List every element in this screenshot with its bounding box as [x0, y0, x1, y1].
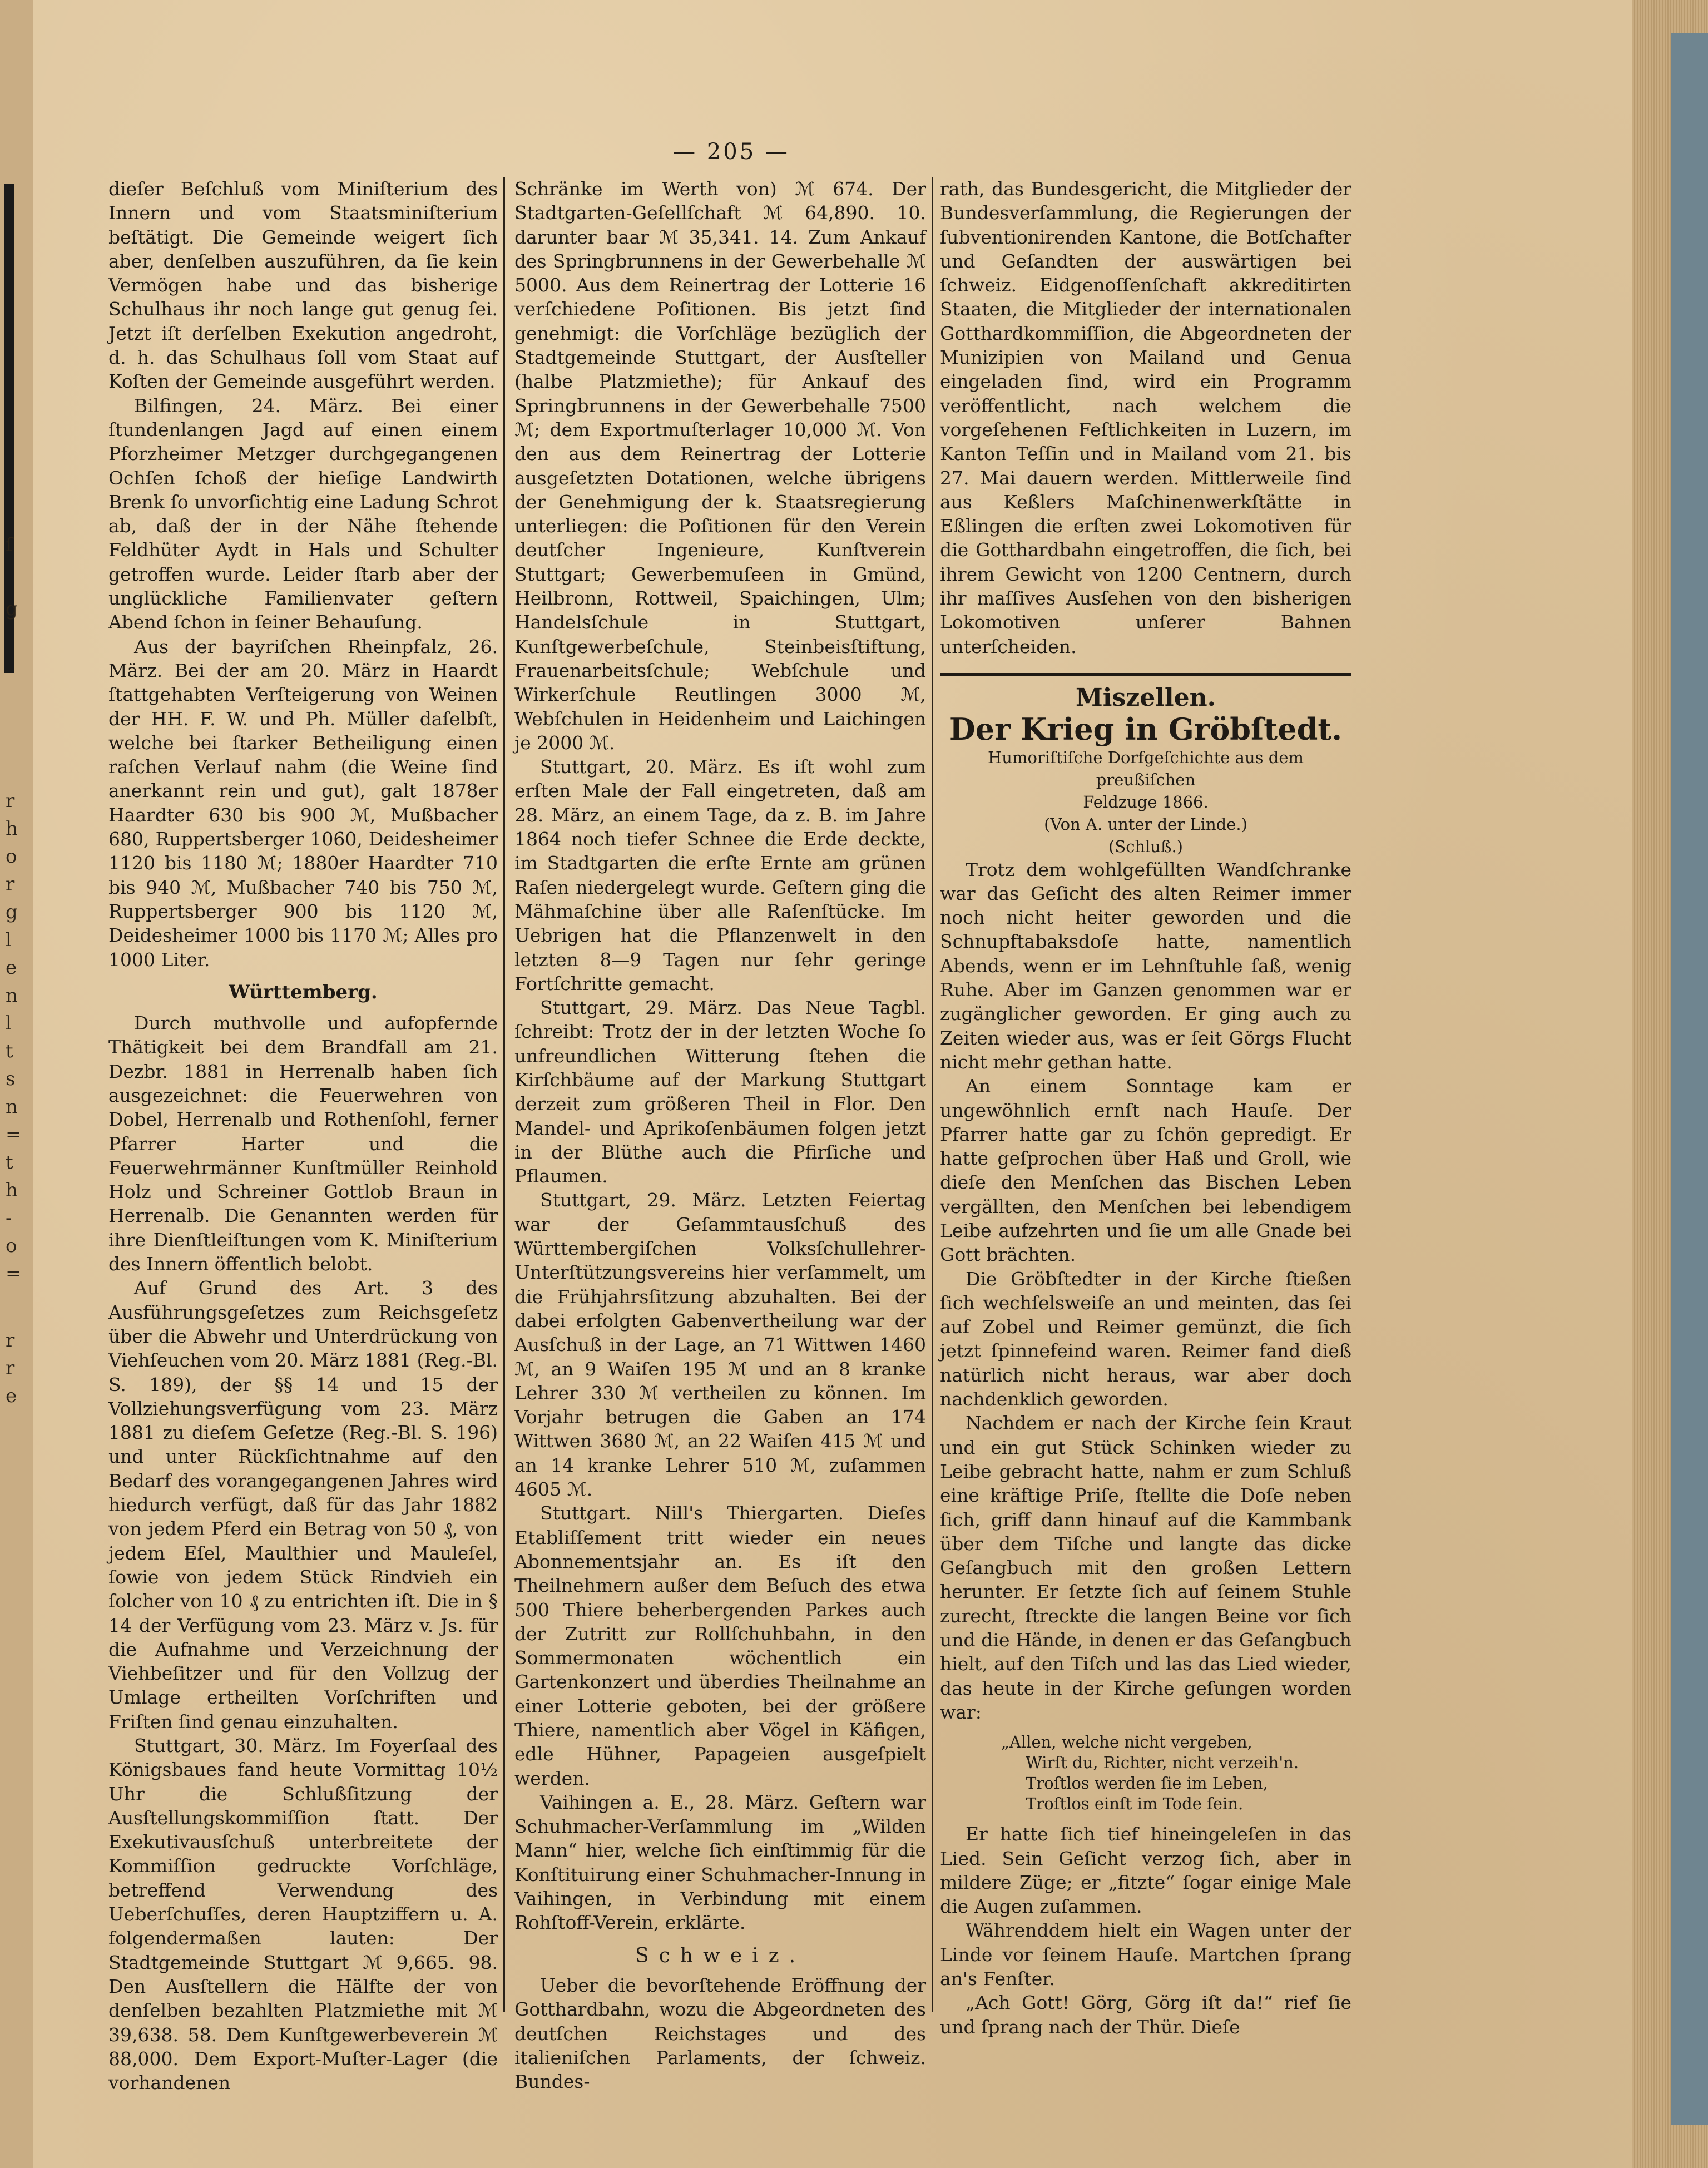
article-paragraph: Aus der bayriſchen Rheinpfalz, 26. März. Bei der am 20. März in Haardt ſtattgehabten Verſteigerung von Weinen der HH. F. W. und Ph. Müller daſelbſt, welche bei ſtarker Betheiligung einen raſchen Verlauf nahm (die Weine ſind anerkannt rein und gut), galt 1878er Haardter 630 bis 900 ℳ, Mußbacher 680, Ruppertsberger 1060, Deidesheimer 1120 bis 1180 ℳ; 1880er Haardter 710 bis 940 ℳ, Mußbacher 740 bis 750 ℳ, Ruppertsberger 900 bis 1120 ℳ, Deidesheimer 1000 bis 1170 ℳ; Alles pro 1000 Liter. — [108, 635, 498, 971]
verse-line: „Allen, welche nicht vergeben, — [1001, 1733, 1252, 1752]
prev-fragment: n — [6, 1096, 18, 1118]
prev-fragment: r — [6, 790, 15, 812]
story-paragraph: Er hatte ſich tief hineingeleſen in das Lied. Sein Geſicht verzog ſich, aber in mildere Züge; er „fitzte“ ſogar einige Male die Augen zuſammen. — [940, 1823, 1351, 1918]
article-paragraph: Stuttgart, 29. März. Letzten Feiertag war der Geſammtausſchuß des Württembergiſchen Volksſchullehrer-Unterſtützungsvereins hier verſammelt, um die Frühjahrsſitzung abzuhalten. Bei der dabei erfolgten Gabenvertheilung war der Ausſchuß in der Lage, an 71 Wittwen 1460 ℳ, an 9 Waiſen 195 ℳ und an 8 kranke Lehrer 330 ℳ vertheilen zu können. Im Vorjahr betrugen die Gaben an 174 Wittwen 3680 ℳ, an 22 Waiſen 415 ℳ und an 14 kranke Lehrer 510 ℳ, zuſammen 4605 ℳ. — [514, 1189, 926, 1501]
previous-page-edge — [0, 0, 34, 2168]
prev-fragment: o — [6, 845, 17, 868]
article-paragraph: Ueber die bevorſtehende Eröffnung der Gotthardbahn, wozu die Abgeordneten des deutſchen Reichstages und des italieniſchen Parlaments, der ſchweiz. Bundes- — [514, 1974, 926, 2093]
prev-fragment: e — [6, 1385, 17, 1407]
story-paragraph: „Ach Gott! Görg, Görg iſt da!“ rief ſie und ſprang nach der Thür. Dieſe — [940, 1992, 1351, 2038]
book-page-edge — [1632, 0, 1708, 2168]
article-paragraph: dieſer Beſchluß vom Miniſterium des Innern und vom Staatsminiſterium beſtätigt. Die Gemeinde weigert ſich aber, denſelben auszuführen, da ſie kein Vermögen habe und das bisherige Schulhaus ihr noch lange gut genug ſei. Jetzt iſt derſelben Exekution angedroht, d. h. das Schulhaus ſoll vom Staat auf Koſten der Gemeinde ausgeführt werden. — [108, 178, 498, 393]
section-heading-schweiz: Schweiz. — [635, 1944, 806, 1967]
story-title: Der Krieg in Gröbſtedt. — [949, 711, 1343, 748]
article-paragraph: Stuttgart, 30. März. Im Foyerſaal des Königsbaues fand heute Vormittag 10½ Uhr die Schlußſitzung der Ausſtellungskommiſſion ſtatt. Der Exekutivausſchuß unterbreitete der Kommiſſion gedruckte Vorſchläge, betreffend Verwendung des Ueberſchuſſes, deren Hauptziffern u. A. folgendermaßen lauten: Der Stadtgemeinde Stuttgart ℳ 9,665. 98. Den Ausſtellern die Hälfte der von denſelben bezahlten Platzmiethe mit ℳ 39,638. 58. Dem Kunſtgewerbeverein ℳ 88,000. Dem Export-Muſter-Lager (die vorhandenen — [108, 1735, 498, 2094]
article-paragraph: Stuttgart. Nill's Thiergarten. Dieſes Etabliſſement tritt wieder ein neues Abonnementsjahr an. Es iſt den Theilnehmern außer dem Beſuch des etwa 500 Thiere beherbergenden Parkes auch der Zutritt zur Rollſchuhbahn, in den Sommermonaten wöchentlich ein Gartenkonzert und überdies Theilnahme an einer Lotterie geboten, bei der größere Thiere, namentlich aber Vögel in Käfigen, edle Hühner, Papageien ausgeſpielt werden. — [514, 1502, 926, 1789]
story-paragraph: Währenddem hielt ein Wagen unter der Linde vor ſeinem Hauſe. Martchen ſprang an's Fenſter. — [940, 1919, 1351, 1989]
column-3 — [940, 177, 1351, 2039]
column-rule — [932, 177, 933, 2012]
story-paragraph: An einem Sonntage kam er ungewöhnlich ernſt nach Hauſe. Der Pfarrer hatte gar zu ſchön gepredigt. Er hatte geſprochen über Haß und Groll, wie dieſe den Menſchen das Bischen Leben vergällten, den Menſchen bei lebendigem Leibe aufzehrten und ſie um alle Gnade bei Gott brächten. — [940, 1075, 1351, 1266]
story-continuation: (Schluß.) — [1108, 836, 1183, 856]
prev-fragment: h — [6, 818, 18, 840]
story-paragraph: Nachdem er nach der Kirche ſein Kraut und ein gut Stück Schinken wieder zu Leibe gebracht hatte, nahm er zum Schluß eine kräftige Priſe, ſtellte die Doſe neben ſich, griff dann hinauf auf die Kammbank über dem Tiſche und langte das dicke Geſangbuch mit den großen Lettern herunter. Er ſetzte ſich auf ſeinem Stuhle zurecht, ſtreckte die langen Beine vor ſich und die Hände, in denen er das Geſangbuch hielt, auf den Tiſch und las das Lied wieder, das heute in der Kirche geſungen worden war: — [940, 1412, 1351, 1723]
prev-fragment: = — [6, 1123, 22, 1146]
article-paragraph: rath, das Bundesgericht, die Mitglieder der Bundesverſammlung, die Regierungen der ſubventionirenden Kantone, die Botſchafter und Geſandten der auswärtigen bei ſchweiz. Eidgenoſſenſchaft akkreditirten Staaten, die Mitglieder der internationalen Gotthardkommiſſion, die Abgeordneten der Munizipien von Mailand und Genua eingeladen ſind, wird ein Programm veröffentlicht, nach welchem die vorgeſehenen Feſtlichkeiten in Luzern, im Kanton Teſſin und in Mailand vom 21. bis 27. Mai dauern werden. Mittlerweile ſind aus Keßlers Maſchinenwerkſtätte in Eßlingen die erſten zwei Lokomotiven für die Gotthardbahn eingetroffen, die ſich, bei ihrem Gewicht von 1200 Centnern, durch ihr maſſives Ausſehen von den bisherigen Lokomotiven unſerer Bahnen unterſcheiden. — [940, 178, 1351, 657]
prev-fragment: = — [6, 1263, 22, 1285]
prev-fragment: s — [6, 1068, 16, 1090]
verse-line: Troſtlos werden ſie im Leben, — [1026, 1774, 1268, 1793]
verse-line: Wirſt du, Richter, nicht verzeih'n. — [1026, 1753, 1299, 1773]
prev-fragment: r — [6, 1357, 15, 1379]
hymn-verse — [1001, 1732, 1351, 1814]
column-1 — [108, 177, 498, 2095]
article-paragraph: Schränke im Werth von) ℳ 674. Der Stadtgarten-Geſellſchaft ℳ 64,890. 10. darunter baar ℳ 35,341. 14. Zum Ankauf des Springbrunnens in der Gewerbehalle ℳ 5000. Aus dem Reinertrag der Lotterie 16 verſchiedene Poſitionen. Bis jetzt ſind genehmigt: die Vorſchläge bezüglich der Stadtgemeinde Stuttgart, der Ausſteller (halbe Platzmiethe); für Ankauf des Springbrunnens in der Gewerbehalle 7500 ℳ; dem Exportmuſterlager 10,000 ℳ. Von den aus dem Reinertrag der Lotterie ausgeſetzten Dotationen, welche übrigens der Genehmigung der k. Staatsregierung unterliegen: die Poſitionen für den Verein deutſcher Ingenieure, Kunſtverein Stuttgart; Gewerbemuſeen in Gmünd, Heilbronn, Rottweil, Spaichingen, Ulm; Handelsſchule in Stuttgart, Kunſtgewerbeſchule, Steinbeisſtiftung, Frauenarbeitsſchule; Webſchule und Wirkerſchule Reutlingen 3000 ℳ, Webſchulen in Heidenheim und Laichingen je 2000 ℳ. — [514, 178, 926, 754]
book-cover-edge — [1671, 33, 1708, 2125]
prev-fragment: ſ — [6, 534, 13, 556]
article-paragraph: Bilfingen, 24. März. Bei einer ſtundenlangen Jagd auf einen einem Pforzheimer Metzger durchgegangenen Ochſen ſchoß der hieſige Landwirth Brenk ſo unvorſichtig eine Ladung Schrot ab, daß der in der Nähe ſtehende Feldhüter Aydt in Hals und Schulter getroffen wurde. Leider ſtarb aber der unglückliche Familienvater geſtern Abend ſchon in ſeiner Behauſung. — [108, 394, 498, 633]
verse-line: Troſtlos einſt im Tode ſein. — [1026, 1794, 1244, 1814]
page-number: — 205 — — [673, 139, 790, 165]
prev-fragment: l — [6, 1012, 12, 1034]
prev-fragment: n — [6, 984, 18, 1007]
section-heading-wuerttemberg: Württemberg. — [229, 981, 378, 1003]
prev-fragment: o — [6, 1235, 17, 1257]
column-2 — [514, 177, 926, 2093]
section-divider — [940, 673, 1351, 676]
article-paragraph: Vaihingen a. E., 28. März. Geſtern war Schuhmacher-Verſammlung im „Wilden Mann“ hier, welche ſich einſtimmig für die Konſtituirung einer Schuhmacher-Innung in Vaihingen, in Verbindung mit einem Rohſtoff-Verein, erklärte. — [514, 1791, 926, 1934]
prev-fragment: - — [6, 1207, 12, 1229]
article-paragraph: Auf Grund des Art. 3 des Ausführungsgeſetzes zum Reichsgeſetz über die Abwehr und Unterdrückung von Viehſeuchen vom 20. März 1881 (Reg.-Bl. S. 189), der §§ 14 und 15 der Vollziehungsverfügung vom 23. März 1881 zu dieſem Geſetze (Reg.-Bl. S. 196) und unter Rückſichtnahme auf den Bedarf des vorangegangenen Jahres wird hiedurch verfügt, daß für das Jahr 1882 von jedem Pferd ein Betrag von 50 ₰, von jedem Eſel, Maulthier und Mauleſel, ſowie von jedem Stück Rindvieh ein ſolcher von 10 ₰ zu entrichten iſt. Die in § 14 der Verfügung vom 23. März v. Js. für die Aufnahme und Verzeichnung der Viehbeſitzer und für den Vollzug der Umlage ertheilten Vorſchriften und Friſten ſind genau einzuhalten. — [108, 1277, 498, 1733]
prev-page-rule — [4, 184, 14, 645]
prev-fragment: h — [6, 1179, 18, 1201]
prev-fragment: t — [6, 1040, 13, 1062]
story-paragraph: Trotz dem wohlgefüllten Wandſchranke war das Geſicht des alten Reimer immer noch nicht heiter geworden und die Schnupftabaksdoſe hatte, namentlich Abends, wenn er im Lehnſtuhle ſaß, wenig Ruhe. Aber im Ganzen genommen war er zugänglicher geworden. Er ging auch zu Zeiten wieder aus, was er ſeit Görgs Flucht nicht mehr gethan hatte. — [940, 858, 1351, 1073]
prev-fragment: g — [6, 598, 18, 620]
prev-fragment: r — [6, 873, 15, 895]
prev-fragment: r — [6, 1329, 15, 1352]
prev-fragment: e — [6, 957, 17, 979]
story-paragraph: Die Gröbſtedter in der Kirche ſtießen ſich wechſelsweiſe an und meinten, das ſei auf Zobel und Reimer gemünzt, die ſich jetzt ſpinnefeind waren. Reimer fand dieß natürlich nicht heraus, war aber doch nachdenklich geworden. — [940, 1268, 1351, 1410]
story-author: (Von A. unter der Linde.) — [1044, 814, 1247, 834]
article-paragraph: Stuttgart, 20. März. Es iſt wohl zum erſten Male der Fall eingetreten, daß am 28. März, an einem Tage, da z. B. im Jahre 1864 noch tiefer Schnee die Erde deckte, im Stadtgarten die erſte Ernte am grünen Raſen niedergelegt wurde. Geſtern ging die Mähmaſchine über alle Raſenſtücke. Im Uebrigen hat die Pflanzenwelt in den letzten 8—9 Tagen nur ſehr geringe Fortſchritte gemacht. — [514, 756, 926, 994]
story-subtitle: Humoriſtiſche Dorfgeſchichte aus dem preußiſchen — [988, 748, 1304, 789]
column-rule — [503, 177, 505, 2012]
prev-fragment: g — [6, 901, 18, 923]
story-subtitle: Feldzuge 1866. — [1083, 792, 1209, 811]
article-paragraph: Stuttgart, 29. März. Das Neue Tagbl. ſchreibt: Trotz der in der letzten Woche ſo unfreundlichen Witterung ſtehen die Kirſchbäume auf der Markung Stuttgart derzeit zum größeren Theil in Flor. Den Mandel- und Aprikoſenbäumen folgen jetzt in der Blüthe auch die Pfirſiche und Pflaumen. — [514, 997, 926, 1187]
prev-fragment: l — [6, 929, 12, 951]
article-paragraph: Durch muthvolle und aufopfernde Thätigkeit bei dem Brandfall am 21. Dezbr. 1881 in Herrenalb haben ſich ausgezeichnet: die Feuerwehren von Dobel, Herrenalb und Rothenſohl, ferner Pfarrer Harter und die Feuerwehrmänner Kunſtmüller Reinhold Holz und Schreiner Gottlob Braun in Herrenalb. Die Genannten werden für ihre Dienſtleiſtungen vom K. Miniſterium des Innern öffentlich belobt. — [108, 1012, 498, 1275]
prev-fragment: t — [6, 1151, 13, 1174]
section-heading-miszellen: Miszellen. — [1076, 683, 1216, 712]
